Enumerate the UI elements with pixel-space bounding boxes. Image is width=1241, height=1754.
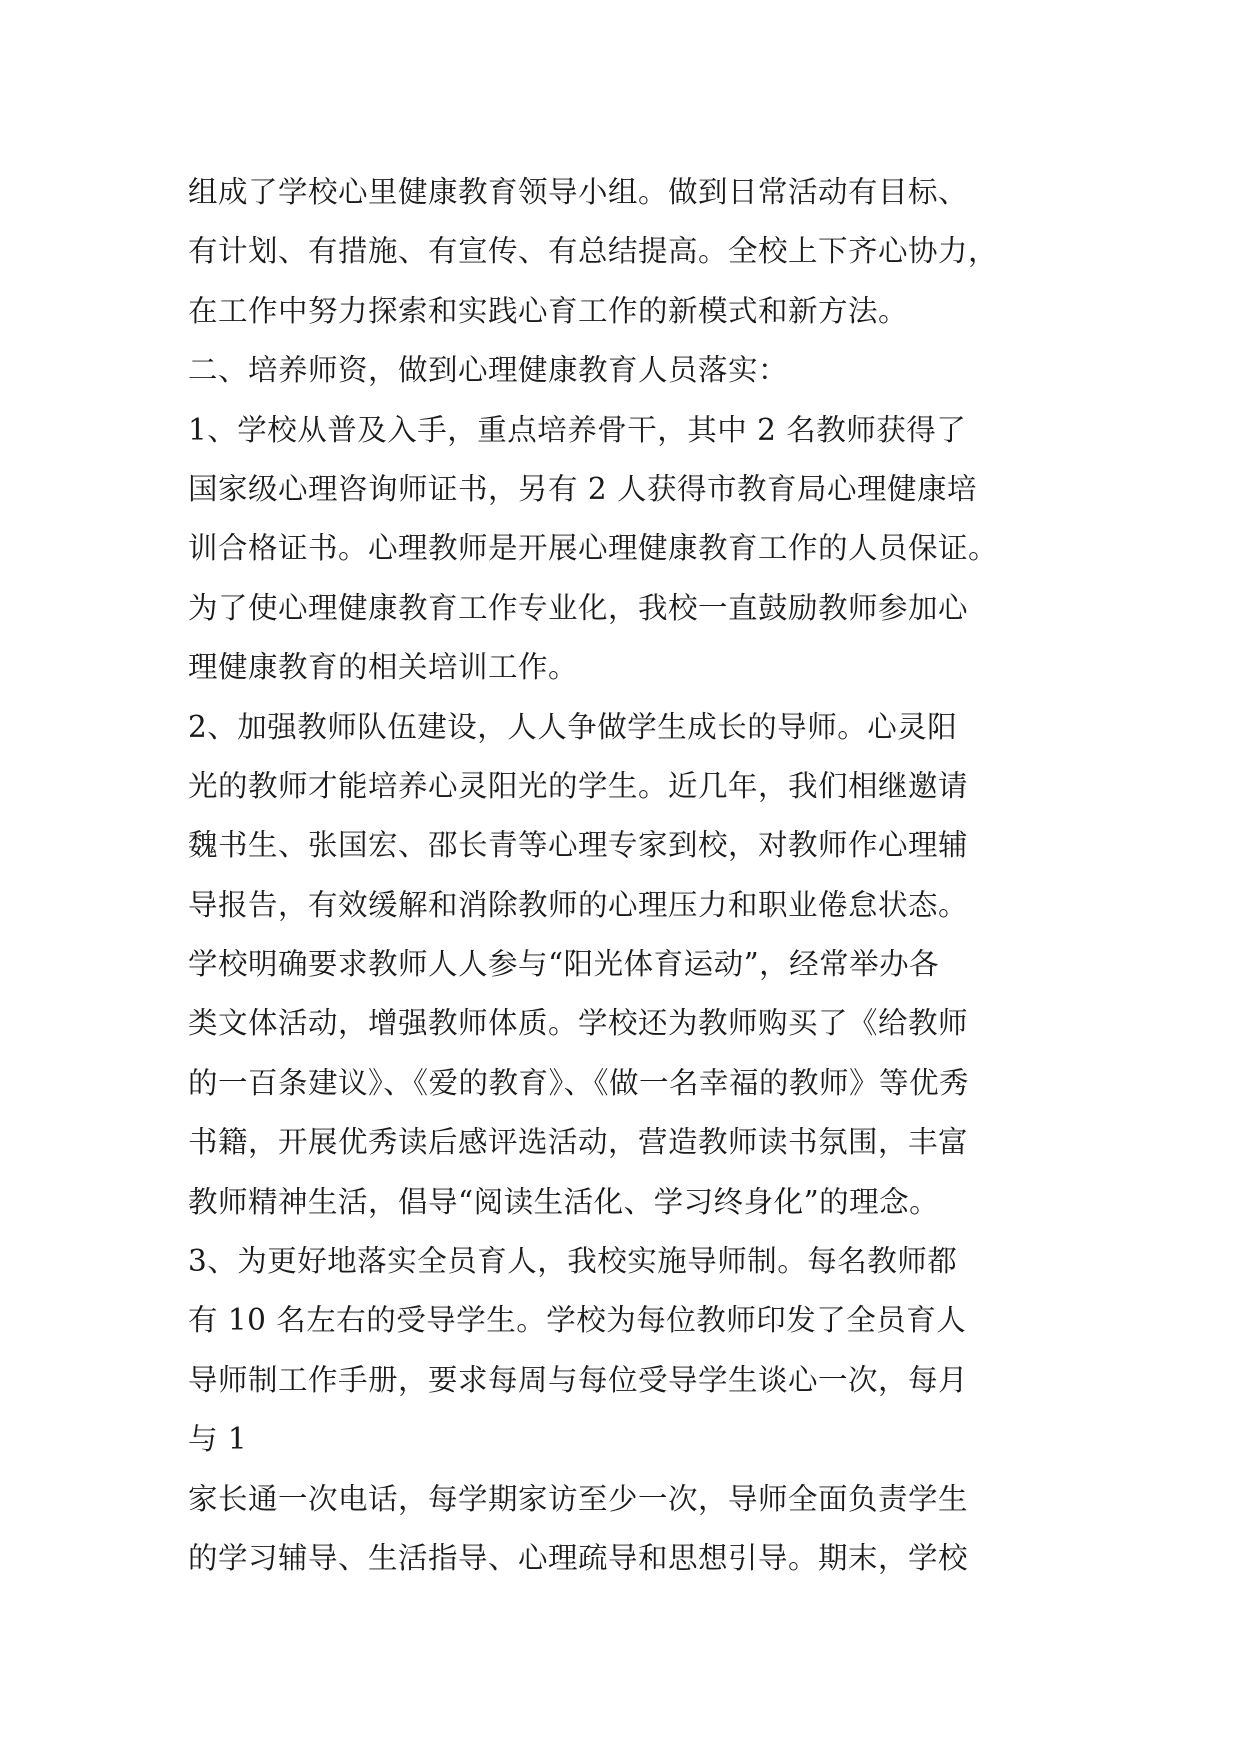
section-heading: 二、培养师资，做到心理健康教育人员落实：: [188, 353, 789, 388]
text-line: 魏书生、张国宏、邵长青等心理专家到校，对教师作心理辅: [188, 828, 969, 863]
text-line: 训合格证书。心理教师是开展心理健康教育工作的人员保证。: [188, 531, 999, 566]
text-line: 组成了学校心里健康教育领导小组。做到日常活动有目标、: [188, 175, 969, 209]
text-line: 与 1: [188, 1422, 248, 1457]
document-body: [188, 163, 1088, 1588]
text-line: 类文体活动，增强教师体质。学校还为教师购买了《给教师: [188, 1006, 969, 1041]
text-line: 有计划、有措施、有宣传、有总结提高。全校上下齐心协力，: [188, 234, 999, 269]
text-line: 在工作中努力探索和实践心育工作的新模式和新方法。: [188, 293, 909, 328]
text-line: 国家级心理咨询师证书，另有 2 人获得市教育局心理健康培: [188, 471, 978, 506]
text-line: 教师精神生活，倡导“阅读生活化、学习终身化”的理念。: [188, 1184, 940, 1219]
text-line: 有 10 名左右的受导学生。学校为每位教师印发了全员育人: [188, 1303, 967, 1338]
text-line: 为了使心理健康教育工作专业化，我校一直鼓励教师参加心: [188, 590, 969, 625]
text-line: 2、加强教师队伍建设，人人争做学生成长的导师。心灵阳: [188, 709, 958, 744]
text-line: 导师制工作手册，要求每周与每位受导学生谈心一次，每月: [188, 1362, 969, 1397]
text-line: 家长通一次电话，每学期家访至少一次，导师全面负责学生: [188, 1481, 969, 1516]
text-line: 光的教师才能培养心灵阳光的学生。近几年，我们相继邀请: [188, 768, 969, 803]
text-line: 导报告，有效缓解和消除教师的心理压力和职业倦怠状态。: [188, 887, 969, 922]
text-line: 的学习辅导、生活指导、心理疏导和思想引导。期末，学校: [188, 1540, 969, 1575]
text-line: 的一百条建议》、《爱的教育》、《做一名幸福的教师》等优秀: [188, 1065, 970, 1100]
text-line: 书籍，开展优秀读后感评选活动，营造教师读书氛围，丰富: [188, 1125, 969, 1160]
text-line: 学校明确要求教师人人参与“阳光体育运动”，经常举办各: [188, 947, 940, 982]
text-line: 3、为更好地落实全员育人，我校实施导师制。每名教师都: [188, 1244, 958, 1279]
text-line: 1、学校从普及入手，重点培养骨干，其中 2 名教师获得了: [188, 412, 967, 447]
text-line: 理健康教育的相关培训工作。: [188, 650, 579, 685]
